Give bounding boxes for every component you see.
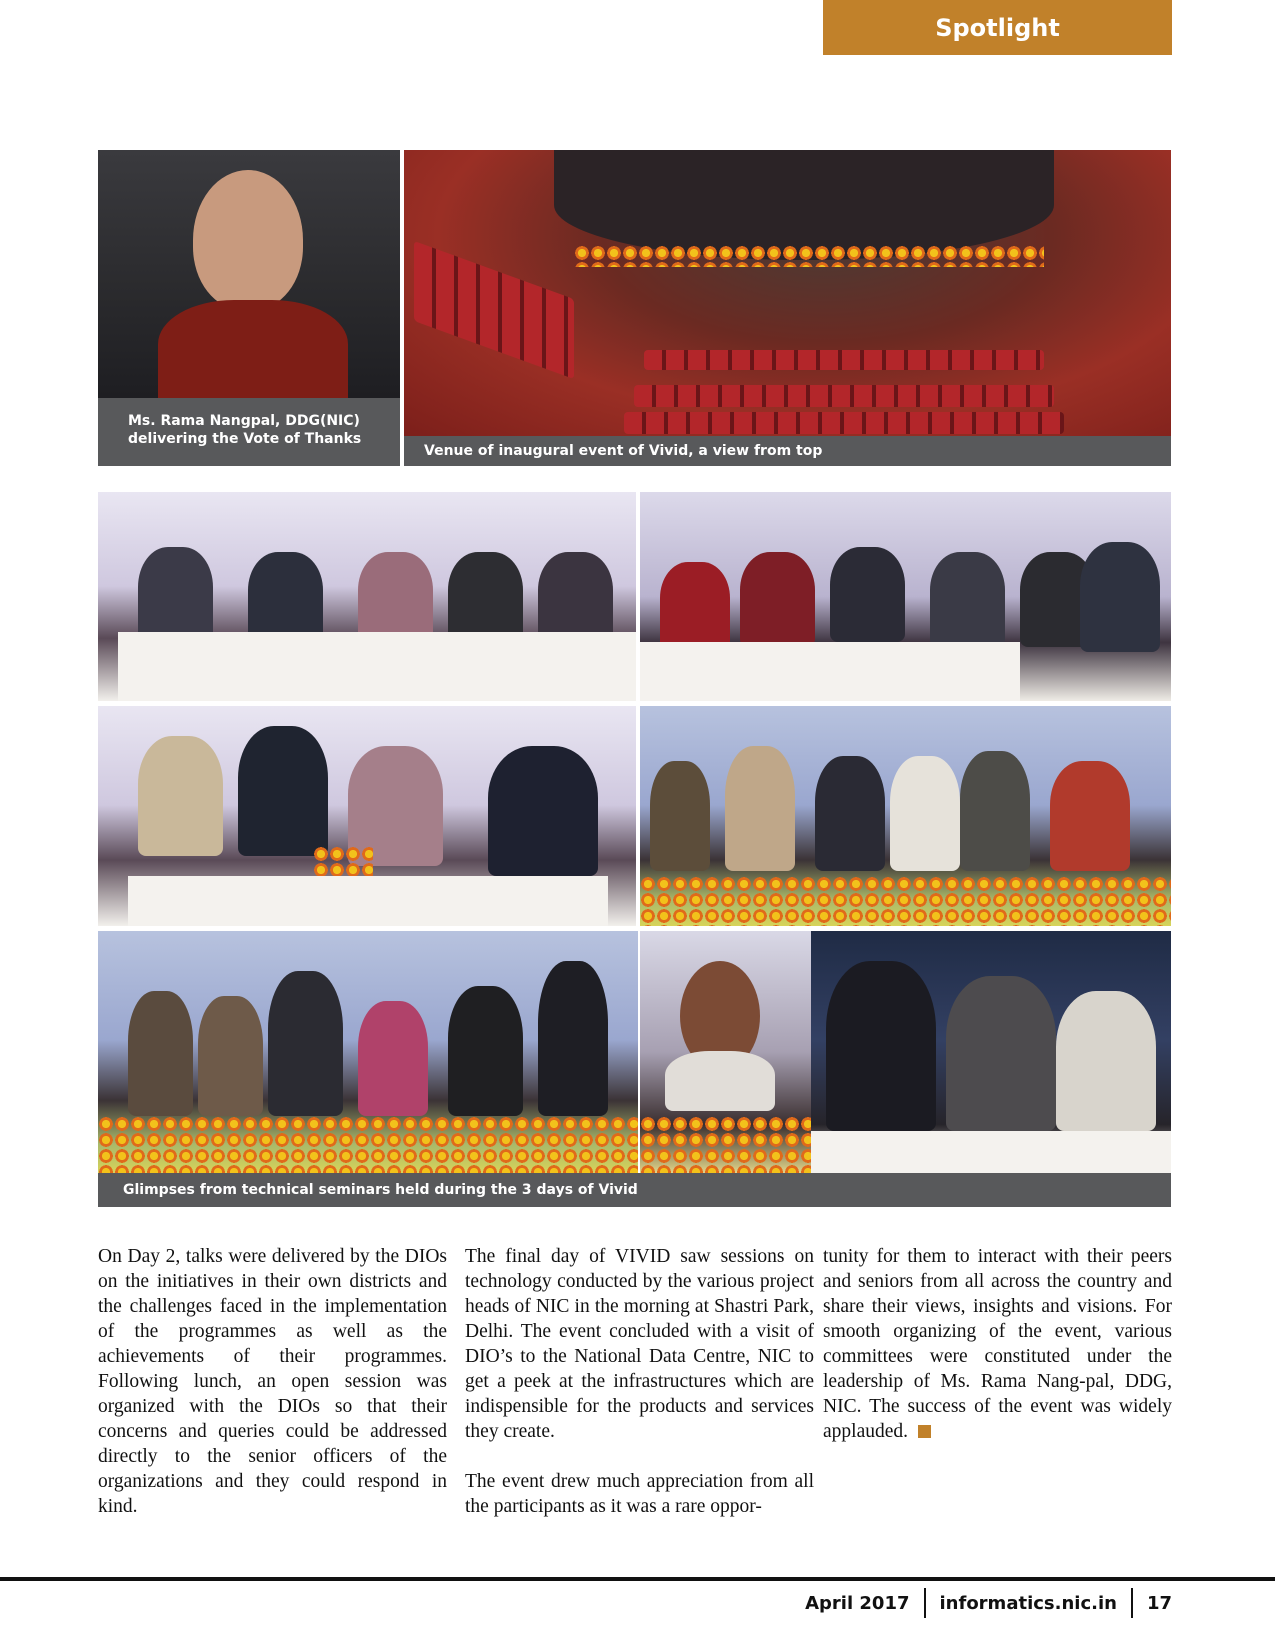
- photo-seminar-panel-3: [98, 706, 636, 926]
- photo-seminar-panel-1: [98, 492, 636, 701]
- col2-paragraph-2: The event drew much appreciation from all the participants as it was a rare oppor-: [465, 1471, 814, 1517]
- caption-line-2: delivering the Vote of Thanks: [128, 431, 362, 447]
- photo-group-1: [640, 706, 1171, 926]
- footer-divider: [924, 1588, 926, 1618]
- col3-paragraph: [823, 1244, 1172, 1444]
- footer-date: April 2017: [805, 1592, 910, 1614]
- group-1-flowers: [640, 876, 1171, 926]
- page-number: 17: [1146, 1592, 1172, 1614]
- col3-text: tunity for them to interact with their peers and seniors from all across the country and share their views, insights and visions. For smooth organizing of the event, various committees were constituted under the leadership of Ms. Rama Nang-pal, DDG, NIC. The success of the event was widely applauded.: [823, 1246, 1172, 1442]
- end-mark-icon: [918, 1425, 931, 1438]
- seats-row-2: [634, 385, 1054, 407]
- stage: [554, 150, 1054, 260]
- photo-seminar-speakers: [811, 931, 1171, 1173]
- caption-venue: [404, 436, 1171, 466]
- photo-venue-top-view: [404, 150, 1171, 436]
- seats-left: [414, 241, 574, 379]
- photo-ranjna-nagpal: [640, 931, 811, 1173]
- seats-row-1: [644, 350, 1044, 370]
- footer-divider: [1131, 1588, 1133, 1618]
- photo-rama-nangpal: [98, 150, 400, 398]
- group-2-flowers: [98, 1116, 638, 1173]
- col2-paragraph-1: The final day of VIVID saw sessions on technology conducted by the various project heads of NIC in the morning at Shastri Park, Delhi. The event concluded with a visit of DIO’s to the National Data Centre, NIC to get a peek at the infrastructures which are indispensible for the products and services they create.: [465, 1246, 814, 1442]
- caption-glimpses: [98, 1173, 1171, 1207]
- col1-paragraph: On Day 2, talks were delivered by the DIOs on the initiatives in their own districts and the challenges faced in the implementation of the programmes as well as the achievements of their programmes. Following lunch, an open session was organized with the DIOs so that their concerns and queries could be addressed directly to the senior officers of the organizations and they could respond in kind.: [98, 1246, 447, 1517]
- caption-glimpses-text: Glimpses from technical seminars held during the 3 days of Vivid: [123, 1182, 638, 1198]
- page-footer: [805, 1586, 1172, 1620]
- caption-vote-of-thanks: [98, 398, 400, 466]
- photo-group-2: [98, 931, 638, 1173]
- section-tag: Spotlight: [823, 0, 1172, 55]
- caption-line-1: Ms. Rama Nangpal, DDG(NIC): [128, 413, 360, 429]
- article-column-3: [823, 1244, 1172, 1444]
- portrait-flowers: [640, 1116, 811, 1173]
- panel-3-flowers: [313, 846, 373, 876]
- photo-seminar-panel-2: [640, 492, 1171, 701]
- stage-flowers: [574, 245, 1044, 267]
- footer-rule: [0, 1577, 1275, 1581]
- article-column-2: [465, 1244, 814, 1519]
- seats-row-3: [624, 412, 1064, 434]
- footer-site: informatics.nic.in: [939, 1592, 1117, 1614]
- caption-venue-text: Venue of inaugural event of Vivid, a view from top: [424, 443, 823, 459]
- article-column-1: [98, 1244, 447, 1519]
